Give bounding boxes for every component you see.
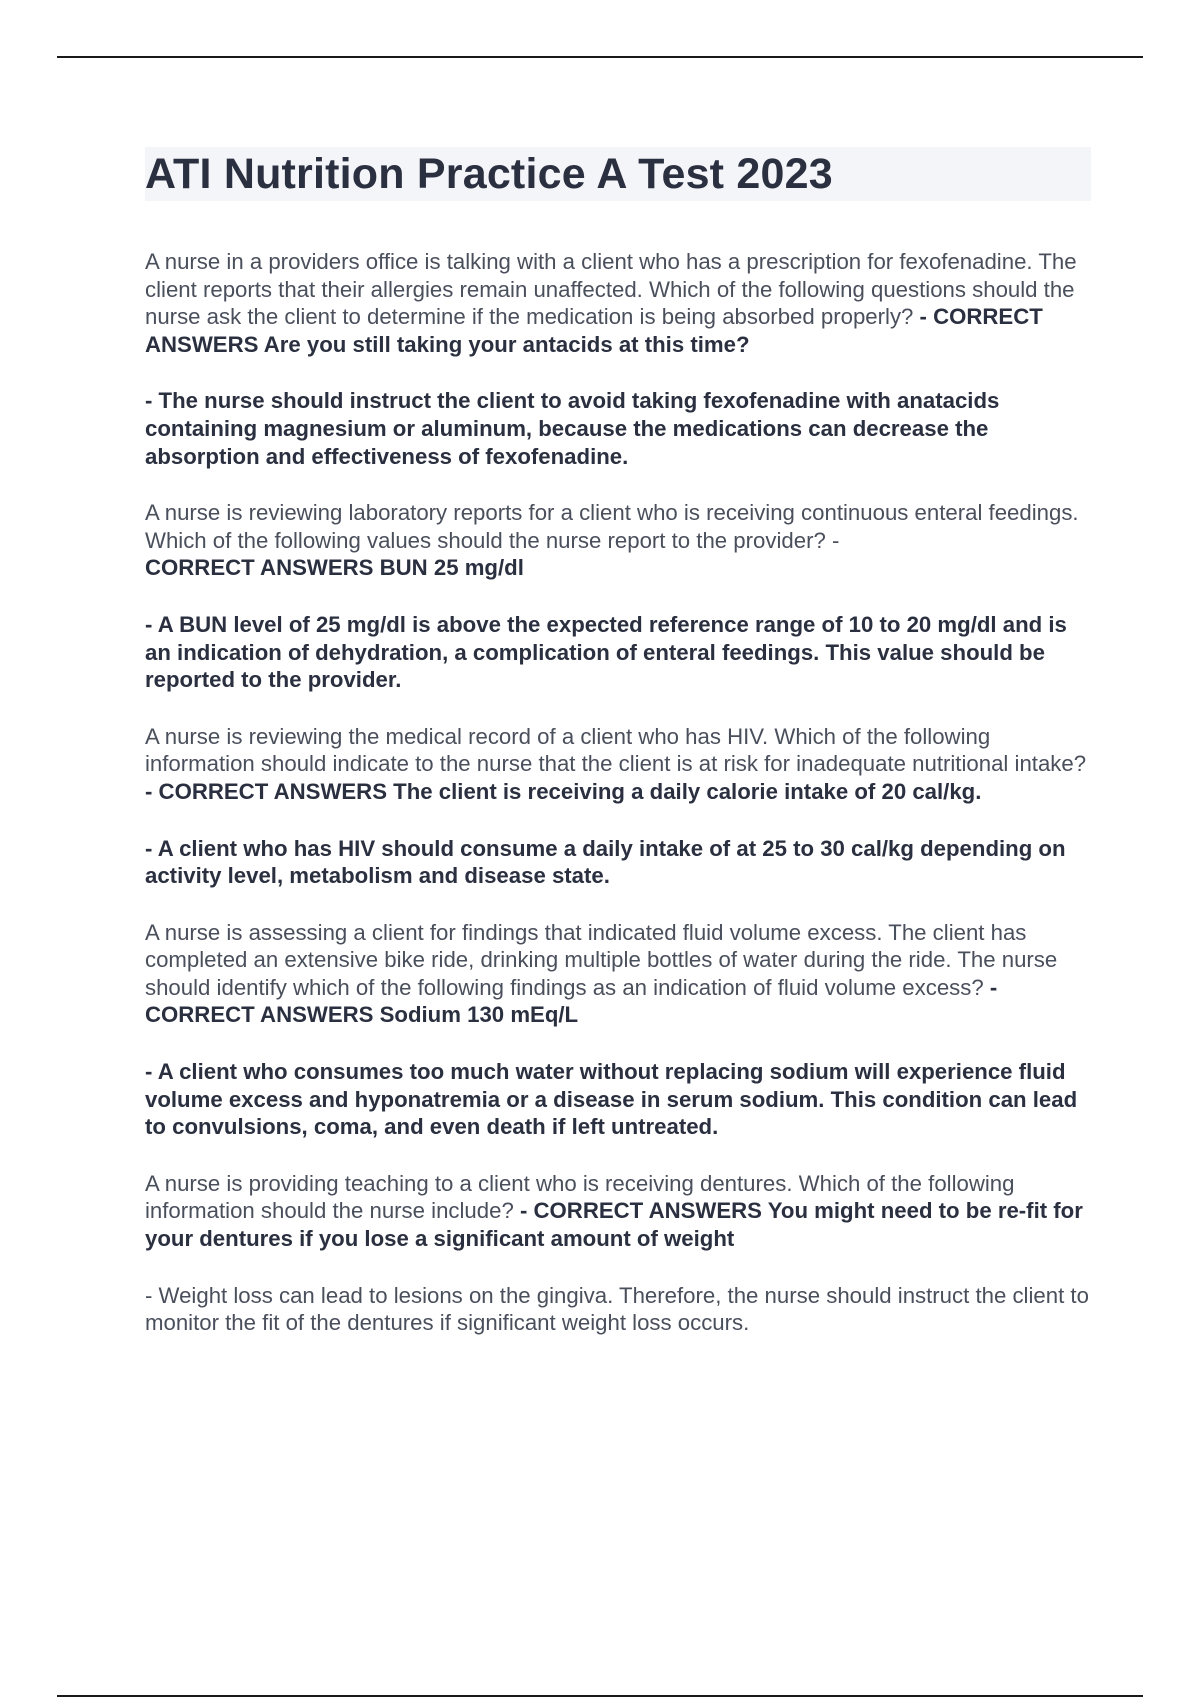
answer-explanation: - A BUN level of 25 mg/dl is above the expected reference range of 10 to 20 mg/dl and is an indication of dehydration, a complication of enteral feedings. This value should be reported to the provider. (145, 611, 1067, 693)
question-text (145, 919, 1095, 1029)
qa-item (145, 248, 1095, 470)
bottom-rule (57, 1695, 1143, 1697)
question-stem: A nurse is reviewing the medical record of a client who has HIV. Which of the following information should indicate to the nurse that the client is at risk for inadequate nutritional intake? (145, 723, 1087, 777)
correct-answer: CORRECT ANSWERS BUN 25 mg/dl (145, 555, 524, 581)
answer-explanation: - Weight loss can lead to lesions on the gingiva. Therefore, the nurse should instruct the client to monitor the fit of the dentures if significant weight loss occurs. (145, 1282, 1089, 1336)
document-title: ATI Nutrition Practice A Test 2023 (145, 149, 833, 198)
correct-answer: - CORRECT ANSWERS The client is receiving a daily calorie intake of 20 cal/kg. (145, 778, 982, 804)
question-text (145, 723, 1095, 806)
qa-list (145, 248, 1095, 1337)
title-band (145, 147, 1091, 201)
qa-item (145, 1170, 1095, 1337)
document-page (145, 147, 1095, 1337)
correct-answer: - CORRECT ANSWERS You might need to be re-fit for your dentures if you lose a significant amount of weight (145, 1198, 1083, 1252)
qa-item (145, 919, 1095, 1141)
question-stem: A nurse is assessing a client for findings that indicated fluid volume excess. The client has completed an extensive bike ride, drinking multiple bottles of water during the ride. The nurse should identify which of the following findings as an indication of fluid volume excess? (145, 919, 1058, 1000)
question-stem: A nurse in a providers office is talking with a client who has a prescription for fexofenadine. The client reports that their allergies remain unaffected. Which of the following questions should the nurse ask the client to determine if the medication is being absorbed properly? (145, 249, 1077, 330)
qa-item (145, 723, 1095, 890)
qa-item (145, 499, 1095, 694)
answer-explanation: - A client who has HIV should consume a daily intake of at 25 to 30 cal/kg depending on activity level, metabolism and disease state. (145, 835, 1066, 889)
answer-explanation: - A client who consumes too much water without replacing sodium will experience fluid volume excess and hyponatremia or a disease in serum sodium. This condition can lead to convulsions, coma, and even death if left untreated. (145, 1059, 1078, 1140)
question-stem: A nurse is providing teaching to a client who is receiving dentures. Which of the following information should the nurse include? (145, 1170, 1015, 1224)
answer-explanation: - The nurse should instruct the client to avoid taking fexofenadine with anatacids containing magnesium or aluminum, because the medications can decrease the absorption and effectiveness of fexofenadine. (145, 388, 1000, 469)
question-stem: A nurse is reviewing laboratory reports for a client who is receiving continuous enteral feedings. Which of the following values should the nurse report to the provider? - (145, 500, 1079, 553)
question-text (145, 499, 1095, 582)
correct-answer: - CORRECT ANSWERS Sodium 130 mEq/L (145, 974, 998, 1028)
question-text (145, 248, 1095, 358)
question-text (145, 1170, 1095, 1253)
correct-answer: - CORRECT ANSWERS Are you still taking your antacids at this time? (145, 304, 1043, 357)
top-rule (57, 56, 1143, 58)
